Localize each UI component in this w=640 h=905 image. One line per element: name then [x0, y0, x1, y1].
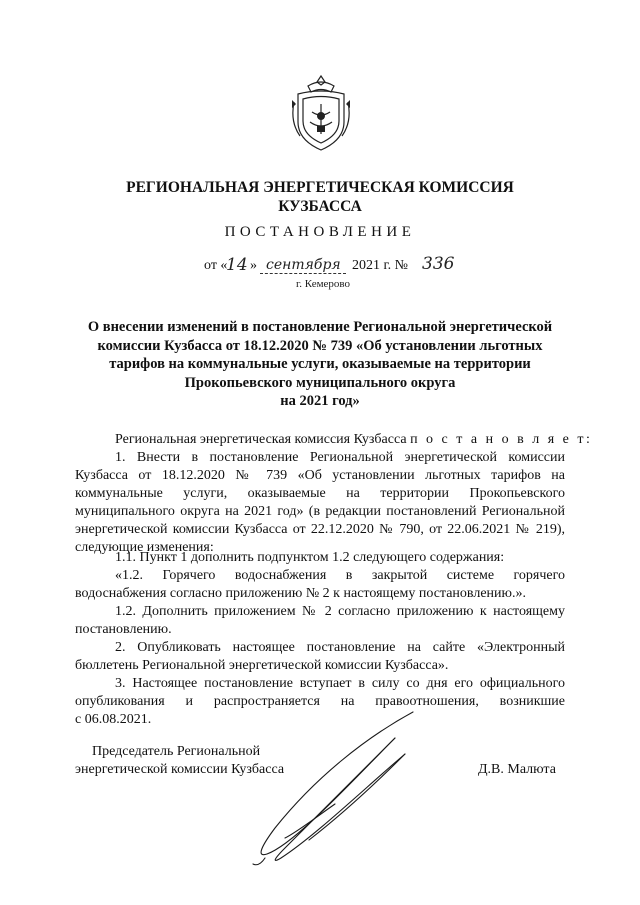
p12-line: 1.2. Дополнить приложением № 2 согласно приложению к настоящему: [115, 604, 565, 619]
p11-line: 1.1. Пункт 1 дополнить подпунктом 1.2 следующего содержания:: [115, 550, 505, 565]
subject-line: тарифов на коммунальные услуги, оказываемые на территории: [109, 356, 531, 372]
p1-line: 1. Внести в постановление Региональной энергетической комиссии: [115, 450, 565, 465]
subject-line: О внесении изменений в постановление Региональной энергетической: [87, 319, 553, 335]
document-subject: [60, 318, 580, 411]
month-underline: [260, 273, 346, 274]
date-prefix: от «: [204, 258, 228, 273]
subject-line: на 2021 год»: [280, 393, 360, 409]
p3-line: опубликования и распространяется на правоотношения, возникшие: [75, 694, 565, 709]
p1-line: муниципального округа на 2021 год» (в редакции постановлений Региональной: [75, 504, 565, 519]
intro-decree: п о с т а н о в л я е т:: [410, 432, 593, 447]
organization-name-line2: КУЗБАССА: [278, 198, 362, 215]
p2-line: бюллетень Региональной энергетической комиссии Кузбасса».: [75, 658, 449, 673]
date-month: сентября: [266, 257, 341, 273]
signatory-title-line2: энергетической комиссии Кузбасса: [75, 762, 285, 777]
date-line: [204, 254, 464, 280]
date-sep: »: [250, 258, 257, 273]
p3-line: 3. Настоящее постановление вступает в силу со дня его официального: [115, 676, 565, 691]
doc-number: 336: [422, 254, 455, 274]
p2-line: 2. Опубликовать настоящее постановление на сайте «Электронный: [115, 640, 565, 655]
p3-line: с 06.08.2021.: [75, 712, 152, 727]
subject-line: комиссии Кузбасса от 18.12.2020 № 739 «Об установлении льготных: [97, 337, 543, 354]
p1-line: коммунальные услуги, оказываемые на территории Прокопьевского: [75, 486, 565, 501]
city: г. Кемерово: [296, 278, 351, 290]
organization-name-line1: РЕГИОНАЛЬНАЯ ЭНЕРГЕТИЧЕСКАЯ КОМИССИЯ: [126, 179, 514, 196]
handwritten-signature: [245, 708, 425, 868]
signatory-title-line1: Председатель Региональной: [92, 744, 261, 759]
intro-text: Региональная энергетическая комиссия Кузбасса: [115, 432, 407, 447]
document-type: ПОСТАНОВЛЕНИЕ: [224, 224, 416, 240]
intro-line: [115, 431, 593, 449]
p1-line: следующие изменения:: [75, 540, 214, 555]
quote-line: «1.2. Горячего водоснабжения в закрытой системе горячего: [115, 568, 565, 583]
p1-line: Кузбасса от 18.12.2020 № 739 «Об установлении льготных тарифов на: [75, 468, 565, 483]
date-day: 14: [226, 255, 248, 275]
signatory-name: Д.В. Малюта: [478, 762, 556, 777]
date-year: 2021 г. №: [352, 258, 409, 273]
p12-line: постановлению.: [75, 622, 172, 637]
quote-line: водоснабжения согласно приложению № 2 к настоящему постановлению.».: [75, 586, 526, 601]
subject-line: Прокопьевского муниципального округа: [184, 374, 456, 391]
coat-of-arms-icon: [288, 72, 354, 154]
p1-line: энергетической комиссии Кузбасса от 22.12.2020 № 790, от 22.06.2021 № 219),: [75, 522, 565, 537]
